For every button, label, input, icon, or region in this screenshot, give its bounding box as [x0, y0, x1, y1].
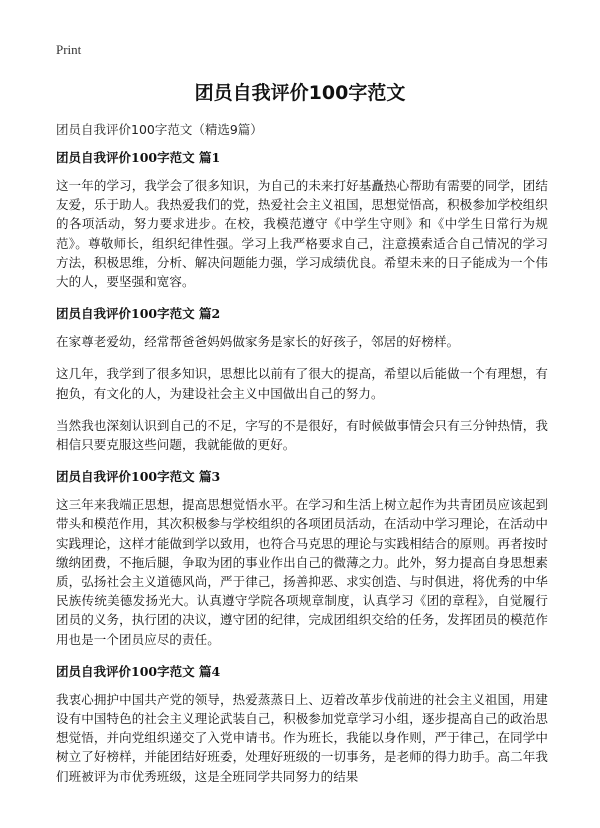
page-title: 团员自我评价100字范文	[194, 82, 406, 104]
paragraph: 这三年来我端正思想，提高思想觉悟水平。在学习和生活上树立起作为共青团员应该起到带头和模范作用，其次积极参与学校组织的各项团员活动，在活动中学习理论，在活动中实践理论，这样才能做到学以致用，也符合马克思的理论与实践相结合的原则。再者按时缴纳团费，不拖后腿，争取为团的事业作出自己的微薄之力。此外，努力提高自身思想素质，弘扬社会主义道德风尚，严于律己，扬善抑恶、求实创造、与时俱进，将优秀的中华民族传统美德发扬光大。认真遵守学院各项规章制度，认真学习《团的章程》，自觉履行团员的义务，执行团的决议，遵守团的纪律，完成团组织交给的任务，发挥团员的模范作用也是一个团员应尽的责任。	[56, 497, 548, 647]
paragraph: 当然我也深刻认识到自己的不足，字写的不是很好，有时候做事情会只有三分钟热情，我相信只要克服这些问题，我就能做的更好。	[56, 417, 548, 453]
paragraph: 这一年的学习，我学会了很多知识，为自己的未来打好基矗热心帮助有需要的同学，团结友爱，乐于助人。我热爱我们的党，热爱社会主义祖国，思想觉悟高，积极参加学校组织的各项活动，努力要求进步。在校，我模范遵守《中学生守则》和《中学生日常行为规范》。尊敬师长，组织纪律性强。学习上我严格要求自己，注意摸索适合自己情况的学习方法，积极思维，分析、解决问题能力强，学习成绩优良。希望未来的日子能成为一个伟大的人，要坚强和宽容。	[56, 178, 548, 290]
paragraph: 我衷心拥护中国共产党的领导，热爱蒸蒸日上、迈着改革步伐前进的社会主义祖国，用建设有中国特色的社会主义理论武装自己，积极参加党章学习小组，逐步提高自己的政治思想觉悟，并向党组织递交了入党申请书。作为班长，我能以身作则，严于律己，在同学中树立了好榜样，并能团结好班委，处理好班级的一切事务，是老师的得力助手。高二年我们班被评为市优秀班级，这是全班同学共同努力的结果	[56, 691, 548, 784]
section-heading: 团员自我评价100字范文 篇3	[56, 469, 221, 485]
section-4	[56, 662, 548, 786]
section-3	[56, 467, 548, 649]
section-heading: 团员自我评价100字范文 篇4	[56, 663, 221, 679]
paragraph: 这几年，我学到了很多知识，思想比以前有了很大的提高，希望以后能做一个有理想，有抱负，有文化的人，为建设社会主义中国做出自己的努力。	[56, 366, 548, 401]
section-heading: 团员自我评价100字范文 篇1	[56, 150, 221, 165]
paragraph: 在家尊老爱幼，经常帮爸爸妈妈做家务是家长的好孩子，邻居的好榜样。	[56, 334, 460, 350]
section-heading: 团员自我评价100字范文 篇2	[56, 306, 221, 322]
page-subtitle: 团员自我评价100字范文（精选9篇）	[56, 122, 263, 137]
section-1	[56, 148, 548, 291]
section-2	[56, 304, 548, 454]
article-content	[56, 148, 548, 799]
print-link[interactable]: Print	[56, 42, 82, 57]
